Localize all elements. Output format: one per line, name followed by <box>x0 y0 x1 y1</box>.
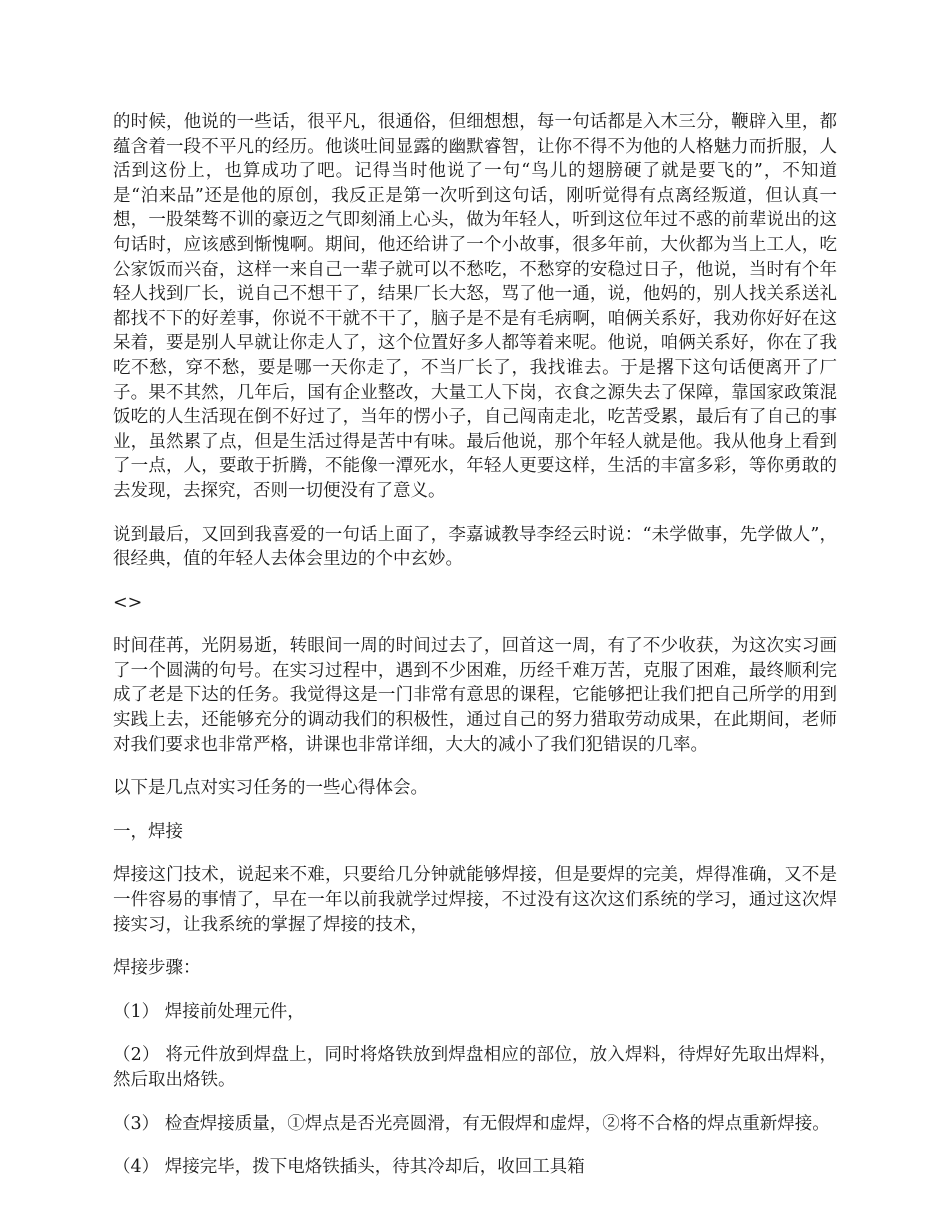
section-heading-welding: 一，焊接 <box>113 821 183 842</box>
paragraph-separator: <> <box>113 592 143 613</box>
paragraph-welding: 焊接这门技术，说起来不难，只要给几分钟就能够焊接，但是要焊的完美，焊得准确，又不是一件容易的事情了，早在一年以前我就学过焊接，不过没有这次这们系统的学习，通过这次焊接实习，让我系统的掌握了焊接的技术， <box>113 865 837 935</box>
step-1: （1） 焊接前处理元件， <box>113 1001 305 1022</box>
paragraph-summary: 时间荏苒，光阴易逝，转眼间一周的时间过去了，回首这一周，有了不少收获，为这次实习画了一个圆满的句号。在实习过程中，遇到不少困难，历经千难万苦，克服了困难，最终顺利完成了老是下达的任务。我觉得这是一门非常有意思的课程，它能够把让我们把自己所学的用到实践上去，还能够充分的调动我们的积极性，通过自己的努力猎取劳动成果，在此期间，老师对我们要求也非常严格，讲课也非常详细，大大的减小了我们犯错误的几率。 <box>113 636 837 755</box>
step-4: （4） 焊接完毕，拨下电烙铁插头，待其冷却后，收回工具箱 <box>113 1157 585 1178</box>
paragraph-quote: 说到最后，又回到我喜爱的一句话上面了，李嘉诚教导李经云时说：“未学做事，先学做人”，很经典，值的年轻人去体会里边的个中玄妙。 <box>113 524 837 570</box>
step-3: （3） 检查焊接质量，①焊点是否光亮圆滑，有无假焊和虚焊，②将不合格的焊点重新焊接。 <box>113 1113 830 1134</box>
paragraph-intro: 以下是几点对实习任务的一些心得体会。 <box>113 778 428 799</box>
paragraph-story: 的时候，他说的一些话，很平凡，很通俗，但细想想，每一句话都是入木三分，鞭辟入里，都蕴含着一段不平凡的经历。他谈吐间显露的幽默睿智，让你不得不为他的人格魅力而折服，人活到这份上，也算成功了吧。记得当时他说了一句“鸟儿的翅膀硬了就是要飞的”，不知道是“泊来品”还是他的原创，我反正是第一次听到这句话，刚听觉得有点离经叛道，但认真一想，一股桀骜不训的豪迈之气即刻涌上心头，做为年轻人，听到这位年过不惑的前辈说出的这句话时，应该感到惭愧啊。期间，他还给讲了一个小故事，很多年前，大伙都为当上工人，吃公家饭而兴奋，这样一来自己一辈子就可以不愁吃，不愁穿的安稳过日子，他说，当时有个年轻人找到厂长，说自己不想干了，结果厂长大怒，骂了他一通，说，他妈的，别人找关系送礼都找不下的好差事，你说不干就不干了，脑子是不是有毛病啊，咱俩关系好，我劝你好好在这呆着，要是别人早就让你走人了，这个位置好多人都等着来呢。他说，咱俩关系好，你在了我吃不愁，穿不愁，要是哪一天你走了，不当厂长了，我找谁去。于是撂下这句话便离开了厂子。果不其然，几年后，国有企业整改，大量工人下岗，衣食之源失去了保障，靠国家政策混饭吃的人生活现在倒不好过了，当年的愣小子，自己闯南走北，吃苦受累，最后有了自己的事业，虽然累了点，但是生活过得是苦中有味。最后他说，那个年轻人就是他。我从他身上看到了一点，人，要敢于折腾，不能像一潭死水，年轻人更要这样，生活的丰富多彩，等你勇敢的去发现，去探究，否则一切便没有了意义。 <box>113 112 837 501</box>
step-2: （2） 将元件放到焊盘上，同时将烙铁放到焊盘相应的部位，放入焊料，待焊好先取出焊料，然后取出烙铁。 <box>113 1045 837 1090</box>
steps-heading: 焊接步骤： <box>113 958 201 979</box>
